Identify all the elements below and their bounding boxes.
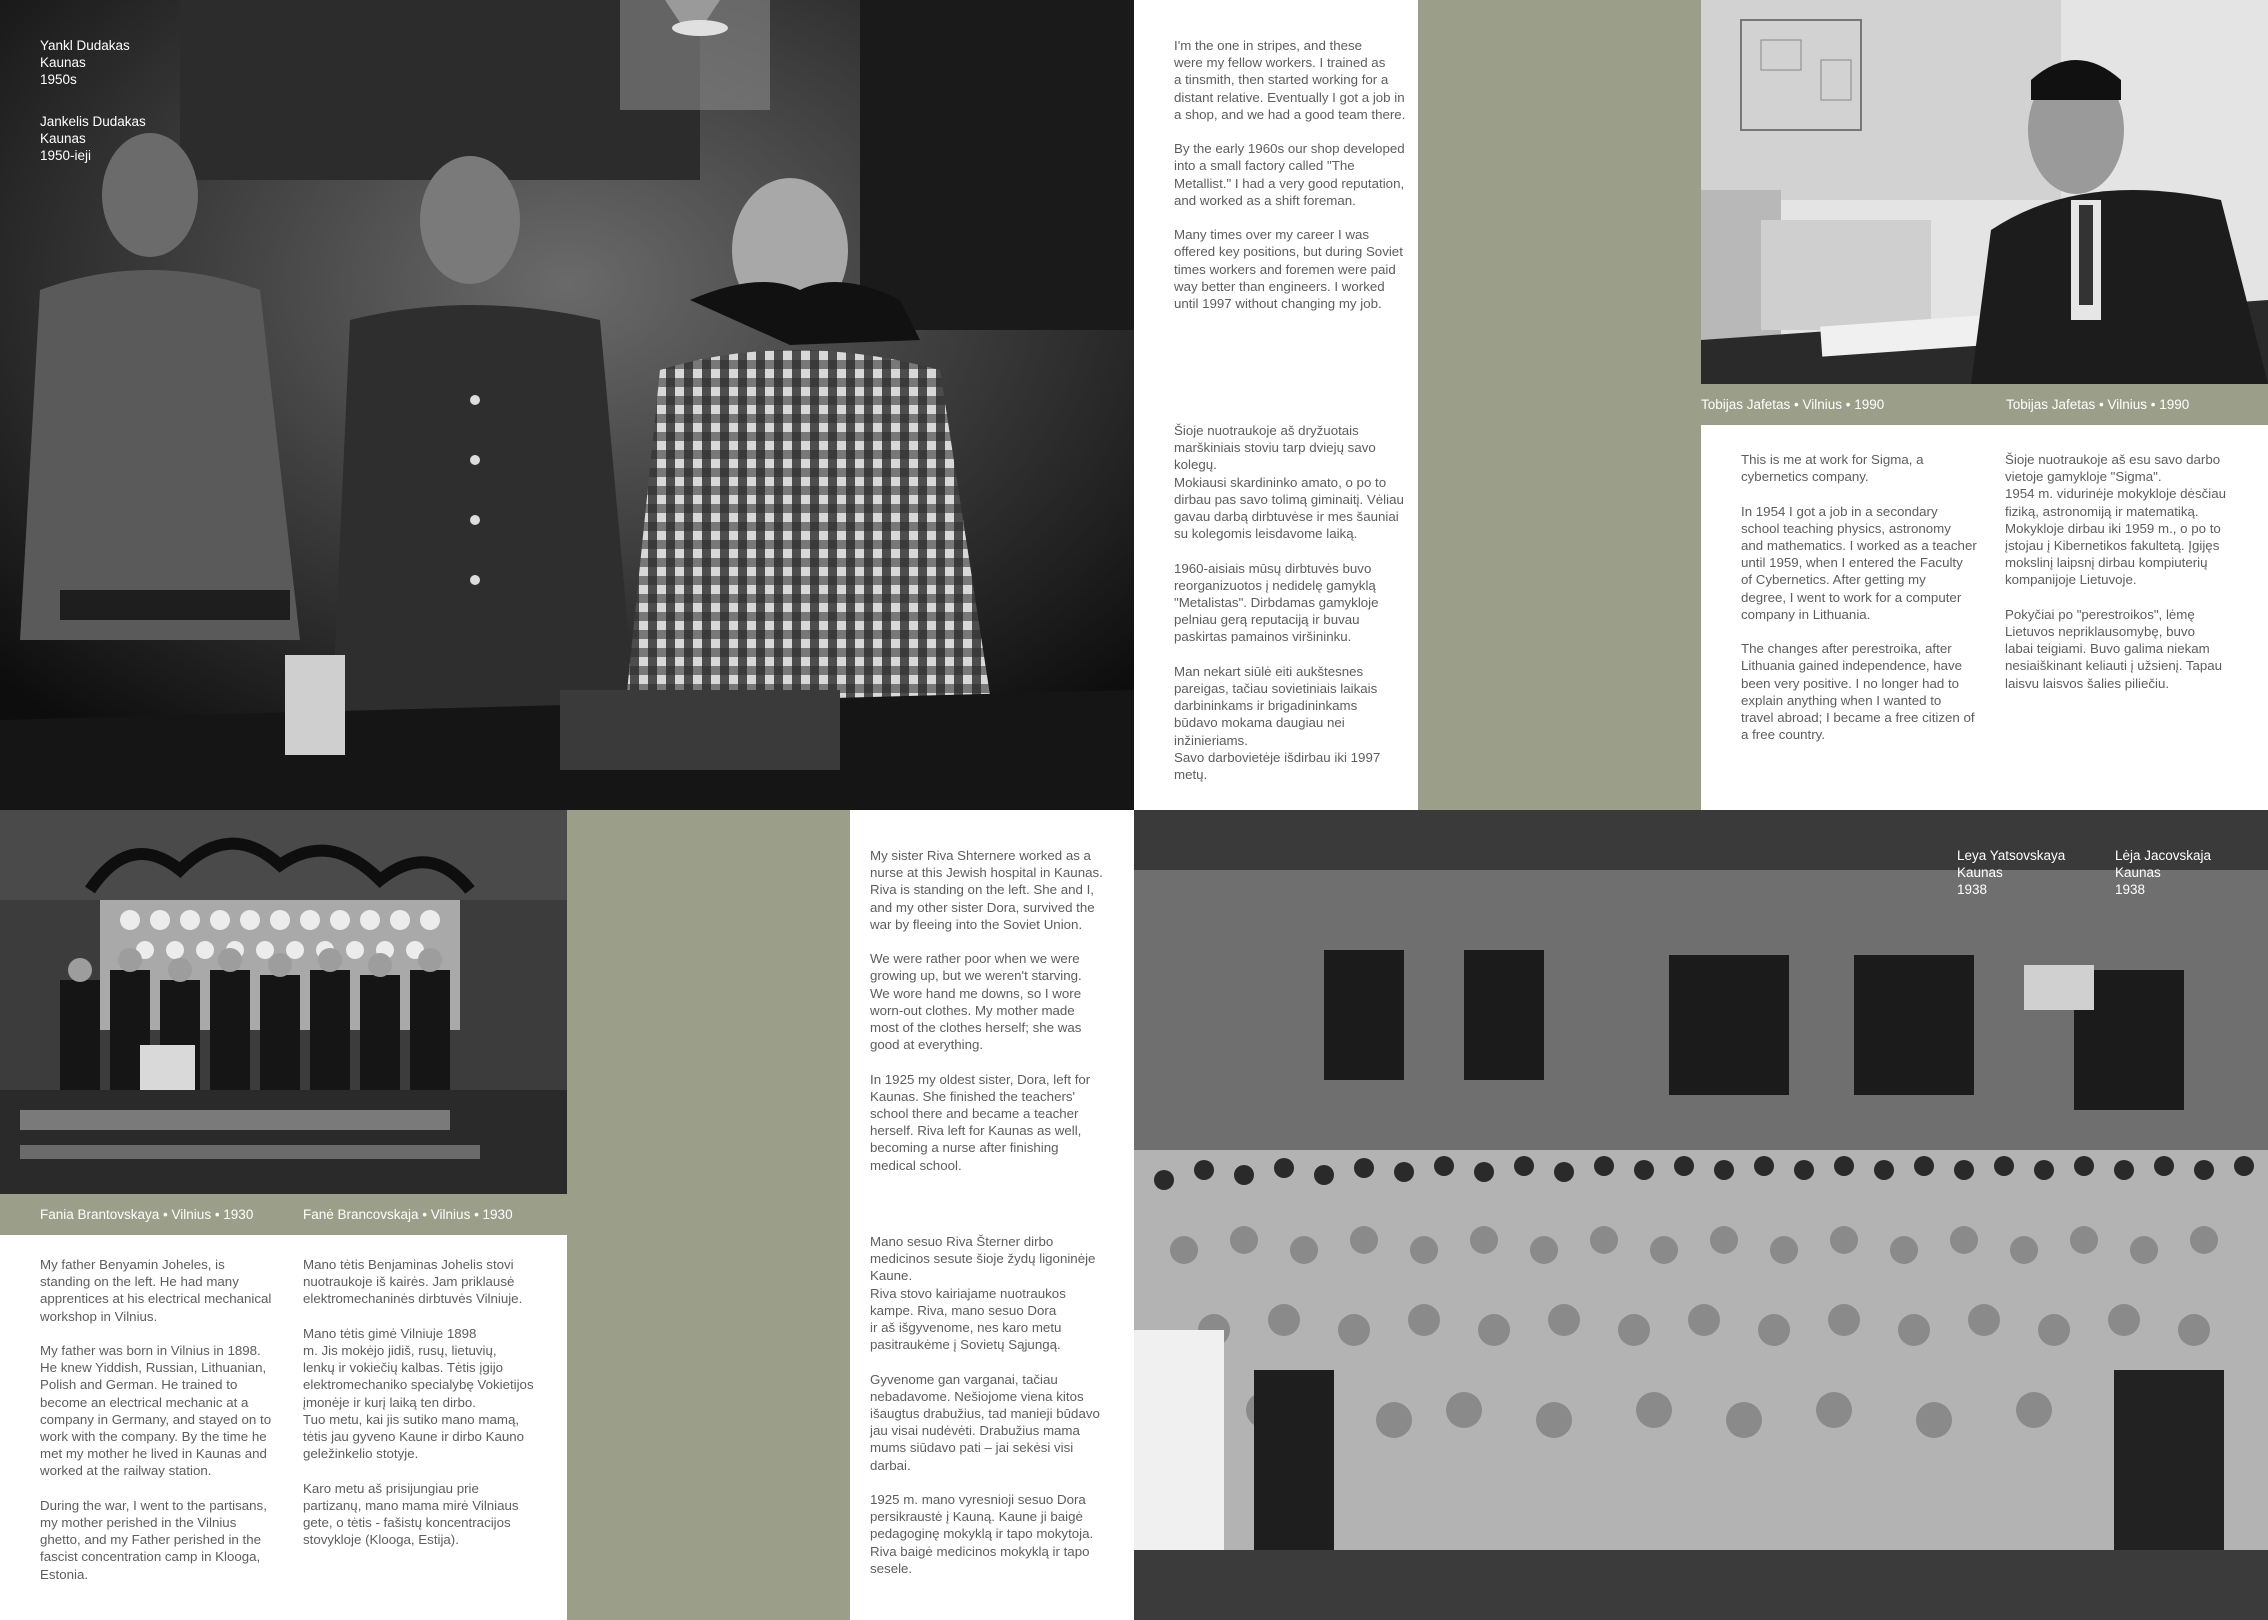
dudakas-caption-lt: Jankelis Dudakas Kaunas 1950-ieji — [40, 114, 146, 163]
brantovskaya-band-lt: Fanė Brancovskaja • Vilnius • 1930 — [303, 1207, 513, 1222]
brantovskaya-band-en: Fania Brantovskaya • Vilnius • 1930 — [40, 1207, 254, 1222]
yatsovskaya-text-en: My sister Riva Shternere worked as a nurse at this Jewish hospital in Kaunas. Riva is standing on the left. She and I, and my other sister Dora, survived the war by fleeing into the Soviet Union. We were rather poor when we were growing up, but we weren't starving. We wore hand me downs, so I wore worn-out clothes. My mother made most of the clothes herself; she was good at everything. In 1925 my oldest sister, Dora, left for Kaunas. She finished the teachers' school there and became a teacher herself. Riva left for Kaunas as well, becoming a nurse after finishing medical school. — [870, 848, 1103, 1173]
jafetas-text-lt: Šioje nuotraukoje aš esu savo darbo vietoje gamykloje "Sigma". 1954 m. vidurinėje mokykloje dėsčiau fiziką, astronomiją ir matematiką. Mokykloje dirbau iki 1959 m., o po to įstojau į Kibernetikos fakultetą. Įgijęs mokslinį laipsnį dirbau kompiuterių kompanijoje Lietuvoje. Pokyčiai po "perestroikos", lėmę Lietuvos nepriklausomybę, buvo labai teigiami. Buvo galima niekam nesiaiškinant keliauti į užsienį. Tapau laisvu laisvos šalies piliečiu. — [2005, 452, 2226, 691]
workshop-photo — [0, 810, 567, 1194]
brantovskaya-text-lt: Mano tėtis Benjaminas Johelis stovi nuotraukoje iš kairės. Jam priklausė elektromechaninės dirbtuvės Vilniuje. Mano tėtis gimė Vilniuje 1898 m. Jis mokėjo jidiš, rusų, lietuvių, lenkų ir vokiečių kalbas. Tėtis įgijo elektromechaniko specialybę Vokietijos įmonėje ir kurį laiką ten dirbo. Tuo metu, kai jis sutiko mano mamą, tėtis jau gyveno Kaune ir dirbo Kauno geležinkelio stotyje. Karo metu aš prisijungiau prie partizanų, mano mama mirė Vilniaus gete, o tėtis - fašistų koncentracijos stovykloje (Klooga, Estija). — [303, 1257, 534, 1548]
yatsovskaya-caption-lt: Lėja Jacovskaja Kaunas 1938 — [2115, 848, 2212, 897]
jafetas-band-en: Tobijas Jafetas • Vilnius • 1990 — [1701, 397, 1885, 412]
dudakas-text-lt: Šioje nuotraukoje aš dryžuotais marškiniais stoviu tarp dviejų savo kolegų. Mokiausi skardininko amato, o po to dirbau pas savo tolimą giminaitį. Vėliau gavau darbą dirbtuvėse ir mes šauniai su kolegomis leisdavome laiką. 1960-aisiais mūsų dirbtuvės buvo reorganizuotos į nedidelę gamyklą "Metalistas". Dirbdamas gamykloje pelniau gerą reputaciją ir buvau paskirtas pamainos viršininku. Man nekart siūlė eiti aukštesnes pareigas, tačiau sovietiniais laikais darbininkams ir brigadininkams būdavo mokama daugiau nei inžinieriams. Savo darbovietėje išdirbau iki 1997 metų. — [1174, 423, 1404, 783]
dudakas-text-en: I'm the one in stripes, and these were my fellow workers. I trained as a tinsmith, then started working for a distant relative. Eventually I got a job in a shop, and we had a good team there. By the early 1960s our shop developed into a small factory called "The Metallist." I had a very good reputation, and worked as a shift foreman. Many times over my career I was offered key positions, but during Soviet times workers and foremen were paid way better than engineers. I worked until 1997 without changing my job. — [1174, 38, 1406, 312]
jafetas-band-lt: Tobijas Jafetas • Vilnius • 1990 — [2006, 397, 2190, 412]
olive-divider-bottom — [567, 810, 850, 1620]
jafetas-text-en: This is me at work for Sigma, a cybernetics company. In 1954 I got a job in a secondary school teaching physics, astronomy and mathematics. I worked as a teacher until 1959, when I entered the Faculty of Cybernetics. After getting my degree, I went to work for a computer company in Lithuania. The changes after perestroika, after Lithuania gained independence, have been very positive. I no longer had to explain anything when I wanted to travel abroad; I became a free citizen of a free country. — [1741, 452, 1977, 743]
brantovskaya-text-en: My father Benyamin Joheles, is standing on the left. He had many apprentices at his electrical mechanical workshop in Vilnius. My father was born in Vilnius in 1898. He knew Yiddish, Russian, Lithuanian, Polish and German. He trained to become an electrical mechanic at a company in Germany, and stayed on to work with the company. By the time he met my mother he lived in Kaunas and worked at the railway station. During the war, I went to the partisans, my mother perished in the Vilnius ghetto, and my Father perished in the fascist concentration camp in Klooga, Estonia. — [40, 1257, 272, 1582]
jafetas-caption-band — [1701, 384, 2268, 425]
jafetas-photo — [1701, 0, 2268, 384]
olive-divider-top — [1418, 0, 1701, 810]
dudakas-caption-en: Yankl Dudakas Kaunas 1950s — [40, 38, 130, 87]
yatsovskaya-caption-en: Leya Yatsovskaya Kaunas 1938 — [1957, 848, 2066, 897]
brantovskaya-caption-band — [0, 1194, 567, 1235]
hospital-staff-photo — [1134, 810, 2268, 1620]
yatsovskaya-text-lt: Mano sesuo Riva Šterner dirbo medicinos sesute šioje žydų ligoninėje Kaune. Riva stovo kairiajame nuotraukos kampe. Riva, mano sesuo Dora ir aš išgyvenome, nes karo metu pasitraukėme į Sovietų Sąjungą. Gyvenome gan varganai, tačiau nebadavome. Nešiojome viena kitos išaugtus drabužius, tad manieji būdavo jau visai nudėvėti. Drabužius mama mums siūdavo pati – jai sekėsi visi darbai. 1925 m. mano vyresnioji sesuo Dora persikraustė į Kauną. Kaune ji baigė pedagoginę mokyklą ir tapo mokytoja. Riva baigė medicinos mokyklą ir tapo sesele. — [870, 1234, 1100, 1576]
